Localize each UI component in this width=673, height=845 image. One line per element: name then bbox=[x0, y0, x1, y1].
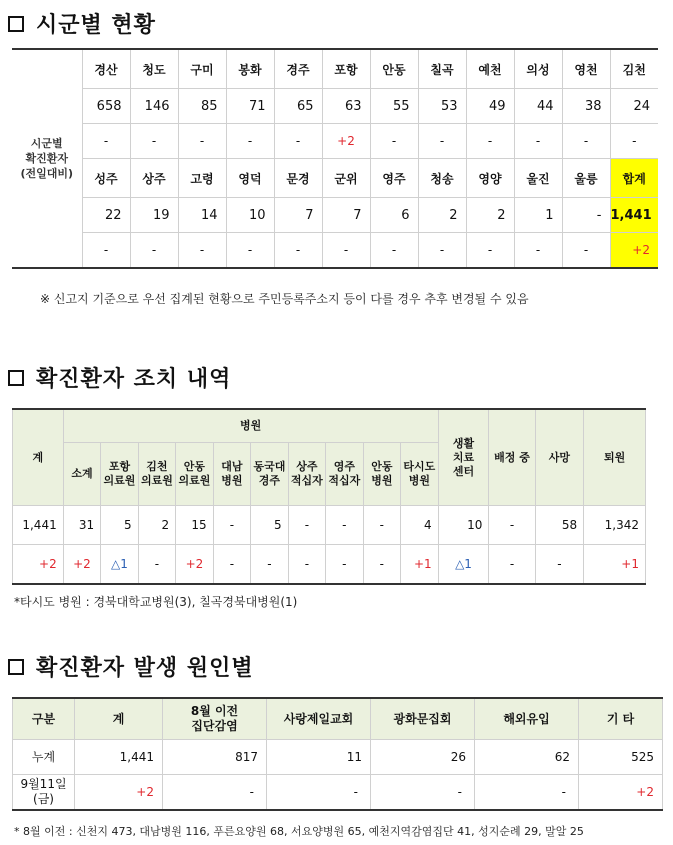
header-hospital-sub: 소계 bbox=[63, 443, 100, 506]
city-top-counts-row bbox=[12, 89, 658, 124]
measures-cell: +1 bbox=[401, 545, 439, 585]
header-total: 계 bbox=[13, 409, 64, 506]
city-name-cell: 성주 bbox=[82, 159, 130, 198]
city-status-note: ※ 신고지 기준으로 우선 집계된 현황으로 주민등록주소지 등이 다를 경우 추후 변경될 수 있음 bbox=[40, 292, 529, 306]
city-diff-cell: - bbox=[178, 233, 226, 269]
city-diff-cell: - bbox=[562, 233, 610, 269]
header-discharge: 퇴원 bbox=[584, 409, 646, 506]
city-name-cell: 영천 bbox=[562, 49, 610, 89]
city-count-cell: 44 bbox=[514, 89, 562, 124]
measures-cell: △1 bbox=[438, 545, 489, 585]
city-bottom-counts-row bbox=[12, 198, 658, 233]
cause-row2 bbox=[13, 775, 663, 811]
section-title-infection-cause: 확진환자 발생 원인별 bbox=[8, 651, 254, 682]
city-count-cell: 7 bbox=[274, 198, 322, 233]
section-title-patient-measures: 확진환자 조치 내역 bbox=[8, 362, 231, 393]
city-name-cell: 합계 bbox=[610, 159, 658, 198]
city-count-cell: 38 bbox=[562, 89, 610, 124]
city-name-cell: 청도 bbox=[130, 49, 178, 89]
cause-row1 bbox=[13, 740, 663, 775]
checkbox-icon bbox=[8, 370, 24, 386]
measures-cell: - bbox=[535, 545, 584, 585]
city-status-table bbox=[12, 48, 658, 269]
measures-cell: +2 bbox=[63, 545, 100, 585]
cause-row-label: 9월11일 (금) bbox=[13, 775, 75, 811]
patient-measures-note: *타시도 병원 : 경북대학교병원(3), 칠곡경북대병원(1) bbox=[14, 595, 298, 609]
city-count-cell: 1 bbox=[514, 198, 562, 233]
city-diff-cell: - bbox=[418, 233, 466, 269]
cause-cell: 1,441 bbox=[75, 740, 163, 775]
city-count-cell: - bbox=[562, 198, 610, 233]
city-diff-cell: +2 bbox=[322, 124, 370, 159]
measures-cell: 5 bbox=[101, 506, 138, 545]
measures-cell: 2 bbox=[138, 506, 175, 545]
city-count-cell: 14 bbox=[178, 198, 226, 233]
city-name-cell: 영양 bbox=[466, 159, 514, 198]
header-center: 생활 치료 센터 bbox=[438, 409, 489, 506]
city-name-cell: 상주 bbox=[130, 159, 178, 198]
city-name-cell: 의성 bbox=[514, 49, 562, 89]
measures-cell: 5 bbox=[251, 506, 288, 545]
checkbox-icon bbox=[8, 16, 24, 32]
city-diff-cell: - bbox=[82, 233, 130, 269]
city-name-cell: 문경 bbox=[274, 159, 322, 198]
city-name-cell: 울릉 bbox=[562, 159, 610, 198]
cause-cell: - bbox=[475, 775, 579, 811]
city-name-cell: 안동 bbox=[370, 49, 418, 89]
measures-cell: 15 bbox=[176, 506, 213, 545]
city-name-cell: 청송 bbox=[418, 159, 466, 198]
header-hospital-sub: 포항 의료원 bbox=[101, 443, 138, 506]
city-count-cell: 7 bbox=[322, 198, 370, 233]
city-count-cell: 63 bbox=[322, 89, 370, 124]
city-diff-cell: - bbox=[610, 124, 658, 159]
city-count-cell: 24 bbox=[610, 89, 658, 124]
city-name-cell: 군위 bbox=[322, 159, 370, 198]
measures-cell: - bbox=[326, 545, 363, 585]
measures-cell: 4 bbox=[401, 506, 439, 545]
city-diff-cell: - bbox=[130, 233, 178, 269]
infection-cause-note: * 8월 이전 : 신천지 473, 대남병원 116, 푸른요양원 68, 서요양병원 65, 예천지역감염집단 41, 성지순례 29, 말알 25 bbox=[14, 825, 584, 838]
city-diff-cell: - bbox=[562, 124, 610, 159]
header-death: 사망 bbox=[535, 409, 584, 506]
header-hospital-sub: 영주 적십자 bbox=[326, 443, 363, 506]
cause-header-row bbox=[13, 698, 663, 740]
measures-cell: - bbox=[251, 545, 288, 585]
city-count-cell: 6 bbox=[370, 198, 418, 233]
city-diff-cell: - bbox=[82, 124, 130, 159]
measures-cell: 1,342 bbox=[584, 506, 646, 545]
cause-cell: 525 bbox=[579, 740, 663, 775]
city-name-cell: 김천 bbox=[610, 49, 658, 89]
city-diff-cell: - bbox=[226, 233, 274, 269]
measures-cell: +2 bbox=[176, 545, 213, 585]
city-diff-cell: - bbox=[226, 124, 274, 159]
measures-cell: +1 bbox=[584, 545, 646, 585]
header-hospital-sub: 안동 의료원 bbox=[176, 443, 213, 506]
cause-cell: - bbox=[163, 775, 267, 811]
city-name-cell: 영주 bbox=[370, 159, 418, 198]
city-diff-cell: - bbox=[322, 233, 370, 269]
measures-cell: +2 bbox=[13, 545, 64, 585]
measures-cell: 31 bbox=[63, 506, 100, 545]
measures-cell: - bbox=[288, 506, 325, 545]
patient-measures-table bbox=[12, 408, 646, 585]
measures-cell: 10 bbox=[438, 506, 489, 545]
city-name-cell: 봉화 bbox=[226, 49, 274, 89]
city-name-cell: 칠곡 bbox=[418, 49, 466, 89]
cause-header-cell: 계 bbox=[75, 698, 163, 740]
measures-cell: 58 bbox=[535, 506, 584, 545]
cause-cell: - bbox=[371, 775, 475, 811]
city-count-cell: 53 bbox=[418, 89, 466, 124]
city-top-names-row bbox=[12, 49, 658, 89]
city-name-cell: 구미 bbox=[178, 49, 226, 89]
city-count-cell: 146 bbox=[130, 89, 178, 124]
city-count-cell: 2 bbox=[466, 198, 514, 233]
cause-header-cell: 8월 이전 집단감염 bbox=[163, 698, 267, 740]
measures-cell: - bbox=[363, 545, 400, 585]
city-diff-cell: - bbox=[130, 124, 178, 159]
header-hospital-sub: 동국대 경주 bbox=[251, 443, 288, 506]
cause-cell: 26 bbox=[371, 740, 475, 775]
city-name-cell: 영덕 bbox=[226, 159, 274, 198]
cause-cell: +2 bbox=[75, 775, 163, 811]
city-count-cell: 10 bbox=[226, 198, 274, 233]
city-count-cell: 85 bbox=[178, 89, 226, 124]
measures-cell: - bbox=[288, 545, 325, 585]
city-count-cell: 1,441 bbox=[610, 198, 658, 233]
header-hospital-sub: 김천 의료원 bbox=[138, 443, 175, 506]
city-top-diffs-row bbox=[12, 124, 658, 159]
city-name-cell: 고령 bbox=[178, 159, 226, 198]
cause-cell: 11 bbox=[267, 740, 371, 775]
measures-row2 bbox=[13, 545, 646, 585]
row-label: 시군별 확진환자 (전일대비) bbox=[12, 49, 82, 268]
city-diff-cell: - bbox=[514, 233, 562, 269]
city-name-cell: 경산 bbox=[82, 49, 130, 89]
measures-cell: - bbox=[326, 506, 363, 545]
cause-header-cell: 광화문집회 bbox=[371, 698, 475, 740]
city-diff-cell: - bbox=[466, 124, 514, 159]
cause-header-cell: 해외유입 bbox=[475, 698, 579, 740]
city-count-cell: 55 bbox=[370, 89, 418, 124]
measures-cell: - bbox=[138, 545, 175, 585]
header-hospital-sub: 안동 병원 bbox=[363, 443, 400, 506]
city-count-cell: 71 bbox=[226, 89, 274, 124]
city-bottom-diffs-row bbox=[12, 233, 658, 269]
city-bottom-names-row bbox=[12, 159, 658, 198]
city-diff-cell: - bbox=[514, 124, 562, 159]
city-diff-cell: - bbox=[370, 233, 418, 269]
measures-cell: - bbox=[213, 545, 250, 585]
measures-cell: - bbox=[363, 506, 400, 545]
measures-cell: △1 bbox=[101, 545, 138, 585]
city-diff-cell: - bbox=[418, 124, 466, 159]
header-hospital-sub: 타시도 병원 bbox=[401, 443, 439, 506]
checkbox-icon bbox=[8, 659, 24, 675]
cause-header-cell: 기 타 bbox=[579, 698, 663, 740]
measures-row1 bbox=[13, 506, 646, 545]
infection-cause-table bbox=[12, 697, 663, 811]
city-count-cell: 2 bbox=[418, 198, 466, 233]
city-diff-cell: - bbox=[370, 124, 418, 159]
city-count-cell: 49 bbox=[466, 89, 514, 124]
measures-cell: - bbox=[489, 545, 535, 585]
city-count-cell: 22 bbox=[82, 198, 130, 233]
city-diff-cell: - bbox=[178, 124, 226, 159]
measures-cell: 1,441 bbox=[13, 506, 64, 545]
city-name-cell: 경주 bbox=[274, 49, 322, 89]
cause-header-cell: 구분 bbox=[13, 698, 75, 740]
measures-cell: - bbox=[489, 506, 535, 545]
city-count-cell: 19 bbox=[130, 198, 178, 233]
measures-header-row-1 bbox=[13, 409, 646, 443]
header-hospital: 병원 bbox=[63, 409, 438, 443]
city-diff-cell: +2 bbox=[610, 233, 658, 269]
city-name-cell: 울진 bbox=[514, 159, 562, 198]
cause-cell: +2 bbox=[579, 775, 663, 811]
cause-cell: 62 bbox=[475, 740, 579, 775]
cause-header-cell: 사랑제일교회 bbox=[267, 698, 371, 740]
header-hospital-sub: 상주 적십자 bbox=[288, 443, 325, 506]
city-count-cell: 65 bbox=[274, 89, 322, 124]
city-diff-cell: - bbox=[274, 124, 322, 159]
city-count-cell: 658 bbox=[82, 89, 130, 124]
measures-cell: - bbox=[213, 506, 250, 545]
city-name-cell: 포항 bbox=[322, 49, 370, 89]
section-title-city-status: 시군별 현황 bbox=[8, 8, 156, 39]
city-diff-cell: - bbox=[274, 233, 322, 269]
header-waiting: 배정 중 bbox=[489, 409, 535, 506]
city-name-cell: 예천 bbox=[466, 49, 514, 89]
cause-cell: 817 bbox=[163, 740, 267, 775]
cause-row-label: 누계 bbox=[13, 740, 75, 775]
header-hospital-sub: 대남 병원 bbox=[213, 443, 250, 506]
cause-cell: - bbox=[267, 775, 371, 811]
city-diff-cell: - bbox=[466, 233, 514, 269]
